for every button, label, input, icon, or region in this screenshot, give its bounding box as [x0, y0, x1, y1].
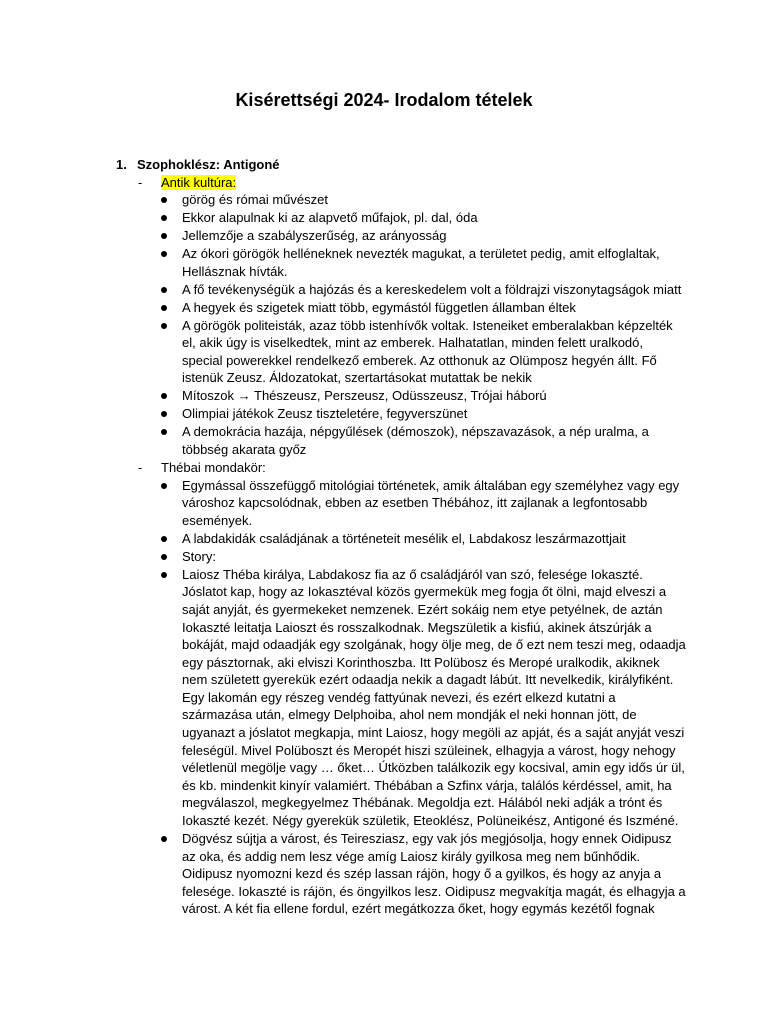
bullet-icon	[161, 233, 167, 239]
list-item: Dögvész sújtja a várost, és Teiresziasz, egy vak jós megjósolja, hogy ennek Oidipusz az oka, és addig nem lesz vége amíg Laiosz király gyilkosa meg nem bűnhődik. Oidipusz nyomozni kezd és szép lassan rájön, hogy ő a gyilkos, és hogy az anyja a felesége. Iokaszté is rájön, és öngyilkos lesz. Oidipusz megvakítja magát, és elhagyja a várost. A két fia ellene fordul, ezért megátkozza őket, hogy egymás kezétől fognak	[116, 830, 686, 918]
list-item: Laiosz Thébа királya, Labdakosz fia az ő családjáról van szó, felesége Iokaszté. Jóslatot kap, hogy az Iokasztéval közös gyermekük meg fogja őt ölni, majd elveszi a saját anyját, és gyermekeket nemzenek. Ezért sokáig nem etye petyélnek, de aztán Iokaszté leitatja Laioszt és rosszalkodnak. Megszületik a kisfiú, akinek átszúrják a bokáját, majd odaadják egy szolgának, hogy ölje meg, de ő ezt nem teszi meg, odaadja egy pásztornak, aki elviszi Korinthoszba. Itt Polübosz és Meropé uralkodik, akiknek nem született gyerekük ezért odaadja nekik a dagadt lábút. Itt nevelkedik, királyfiként. Egy lakomán egy részeg vendég fattyúnak nevezi, és ezért elkezd kutatni a származása után, elmegy Delphoiba, ahol nem mondják el neki honnan jött, de ugyanazt a jóslatot megkapja, mint Laiosz, hogy megöli az apját, és a saját anyját veszi feleségül. Mivel Polüboszt és Meropét hiszi szüleinek, elhagyja a várost, hogy nehogy véletlenül megölje vagy … őket… Útközben találkozik egy kocsival, amin egy idős úr ül, és kb. mindenkit kinyír valamiért. Thébában a Szfinx várja, találós kérdéssel, amit, ha megválaszol, megkegyelmez Thébának. Megoldja ezt. Hálából neki adják a trónt és Iokaszté kezét. Négy gyerekük születik, Eteoklész, Polüneikész, Antigoné és Iszméné.	[116, 566, 686, 830]
bullet-icon	[161, 411, 167, 417]
bullet-icon	[161, 215, 167, 221]
bullet-icon	[161, 429, 167, 435]
document-body	[116, 156, 686, 918]
bullet-icon	[161, 836, 167, 842]
list-item: A hegyek és szigetek miatt több, egymástól független államban éltek	[116, 299, 686, 317]
document-title: Kisérettségi 2024- Irodalom tételek	[235, 90, 533, 110]
bullet-icon	[161, 536, 167, 542]
bullet-icon	[161, 305, 167, 311]
bullet-icon	[161, 393, 167, 399]
bullet-icon	[161, 287, 167, 293]
list-item: Egymással összefüggő mitológiai történetek, amik általában egy személyhez vagy egy városhoz kapcsolódnak, ebben az esetben Thébához, itt zajlanak a legfontosabb események.	[116, 477, 686, 530]
list-item: A labdakidák családjának a történeteit mesélik el, Labdakosz leszármazottjait	[116, 530, 686, 548]
bullet-icon	[161, 483, 167, 489]
bullet-list-antique	[116, 191, 686, 458]
list-item: Story:	[116, 548, 686, 566]
list-item: Az ókori görögök helléneknek nevezték magukat, a területet pedig, amit elfoglaltak, Hellásznak hívták.	[116, 245, 686, 280]
dash-marker: -	[138, 460, 143, 475]
list-item: görög és római művészet	[116, 191, 686, 209]
list-item: A görögök politeisták, azaz több istenhívők voltak. Isteneiket emberalakban képzelték el, akik úgy is viselkedtek, mint az emberek. Halhatatlan, minden felett uralkodó, special powerekkel rendelkező emberek. Az otthonuk az Olümposz hegyén állt. Fő istenük Zeusz. Áldozatokat, szertartásokat mutattak be nekik	[116, 317, 686, 387]
section-title: Szophoklész: Antigoné	[137, 157, 280, 172]
section-number: 1.	[116, 157, 127, 172]
bullet-icon	[161, 572, 167, 578]
list-item: A fő tevékenységük a hajózás és a kereskedelem volt a földrajzi viszonytagságok miatt	[116, 281, 686, 299]
dash-marker: -	[138, 174, 143, 190]
list-item: Jellemzője a szabályszerűség, az arányosság	[116, 227, 686, 245]
bullet-icon	[161, 251, 167, 257]
section-heading	[116, 156, 686, 174]
bullet-icon	[161, 323, 167, 329]
subsection-theban-cycle	[116, 459, 686, 477]
subsection-antique-culture	[116, 174, 686, 192]
subsection-label: Antik kultúra:	[161, 174, 237, 190]
list-item: Ekkor alapulnak ki az alapvető műfajok, pl. dal, óda	[116, 209, 686, 227]
list-item: Mítoszok → Thészeusz, Perszeusz, Odüsszeusz, Trójai háború	[116, 387, 686, 405]
list-item: Olimpiai játékok Zeusz tiszteletére, fegyverszünet	[116, 405, 686, 423]
bullet-list-theban	[116, 477, 686, 918]
subsection-label: Thébai mondakör:	[161, 460, 266, 475]
bullet-icon	[161, 197, 167, 203]
list-item: A demokrácia hazája, népgyűlések (démoszok), népszavazások, a nép uralma, a többség akarata győz	[116, 423, 686, 458]
bullet-icon	[161, 554, 167, 560]
